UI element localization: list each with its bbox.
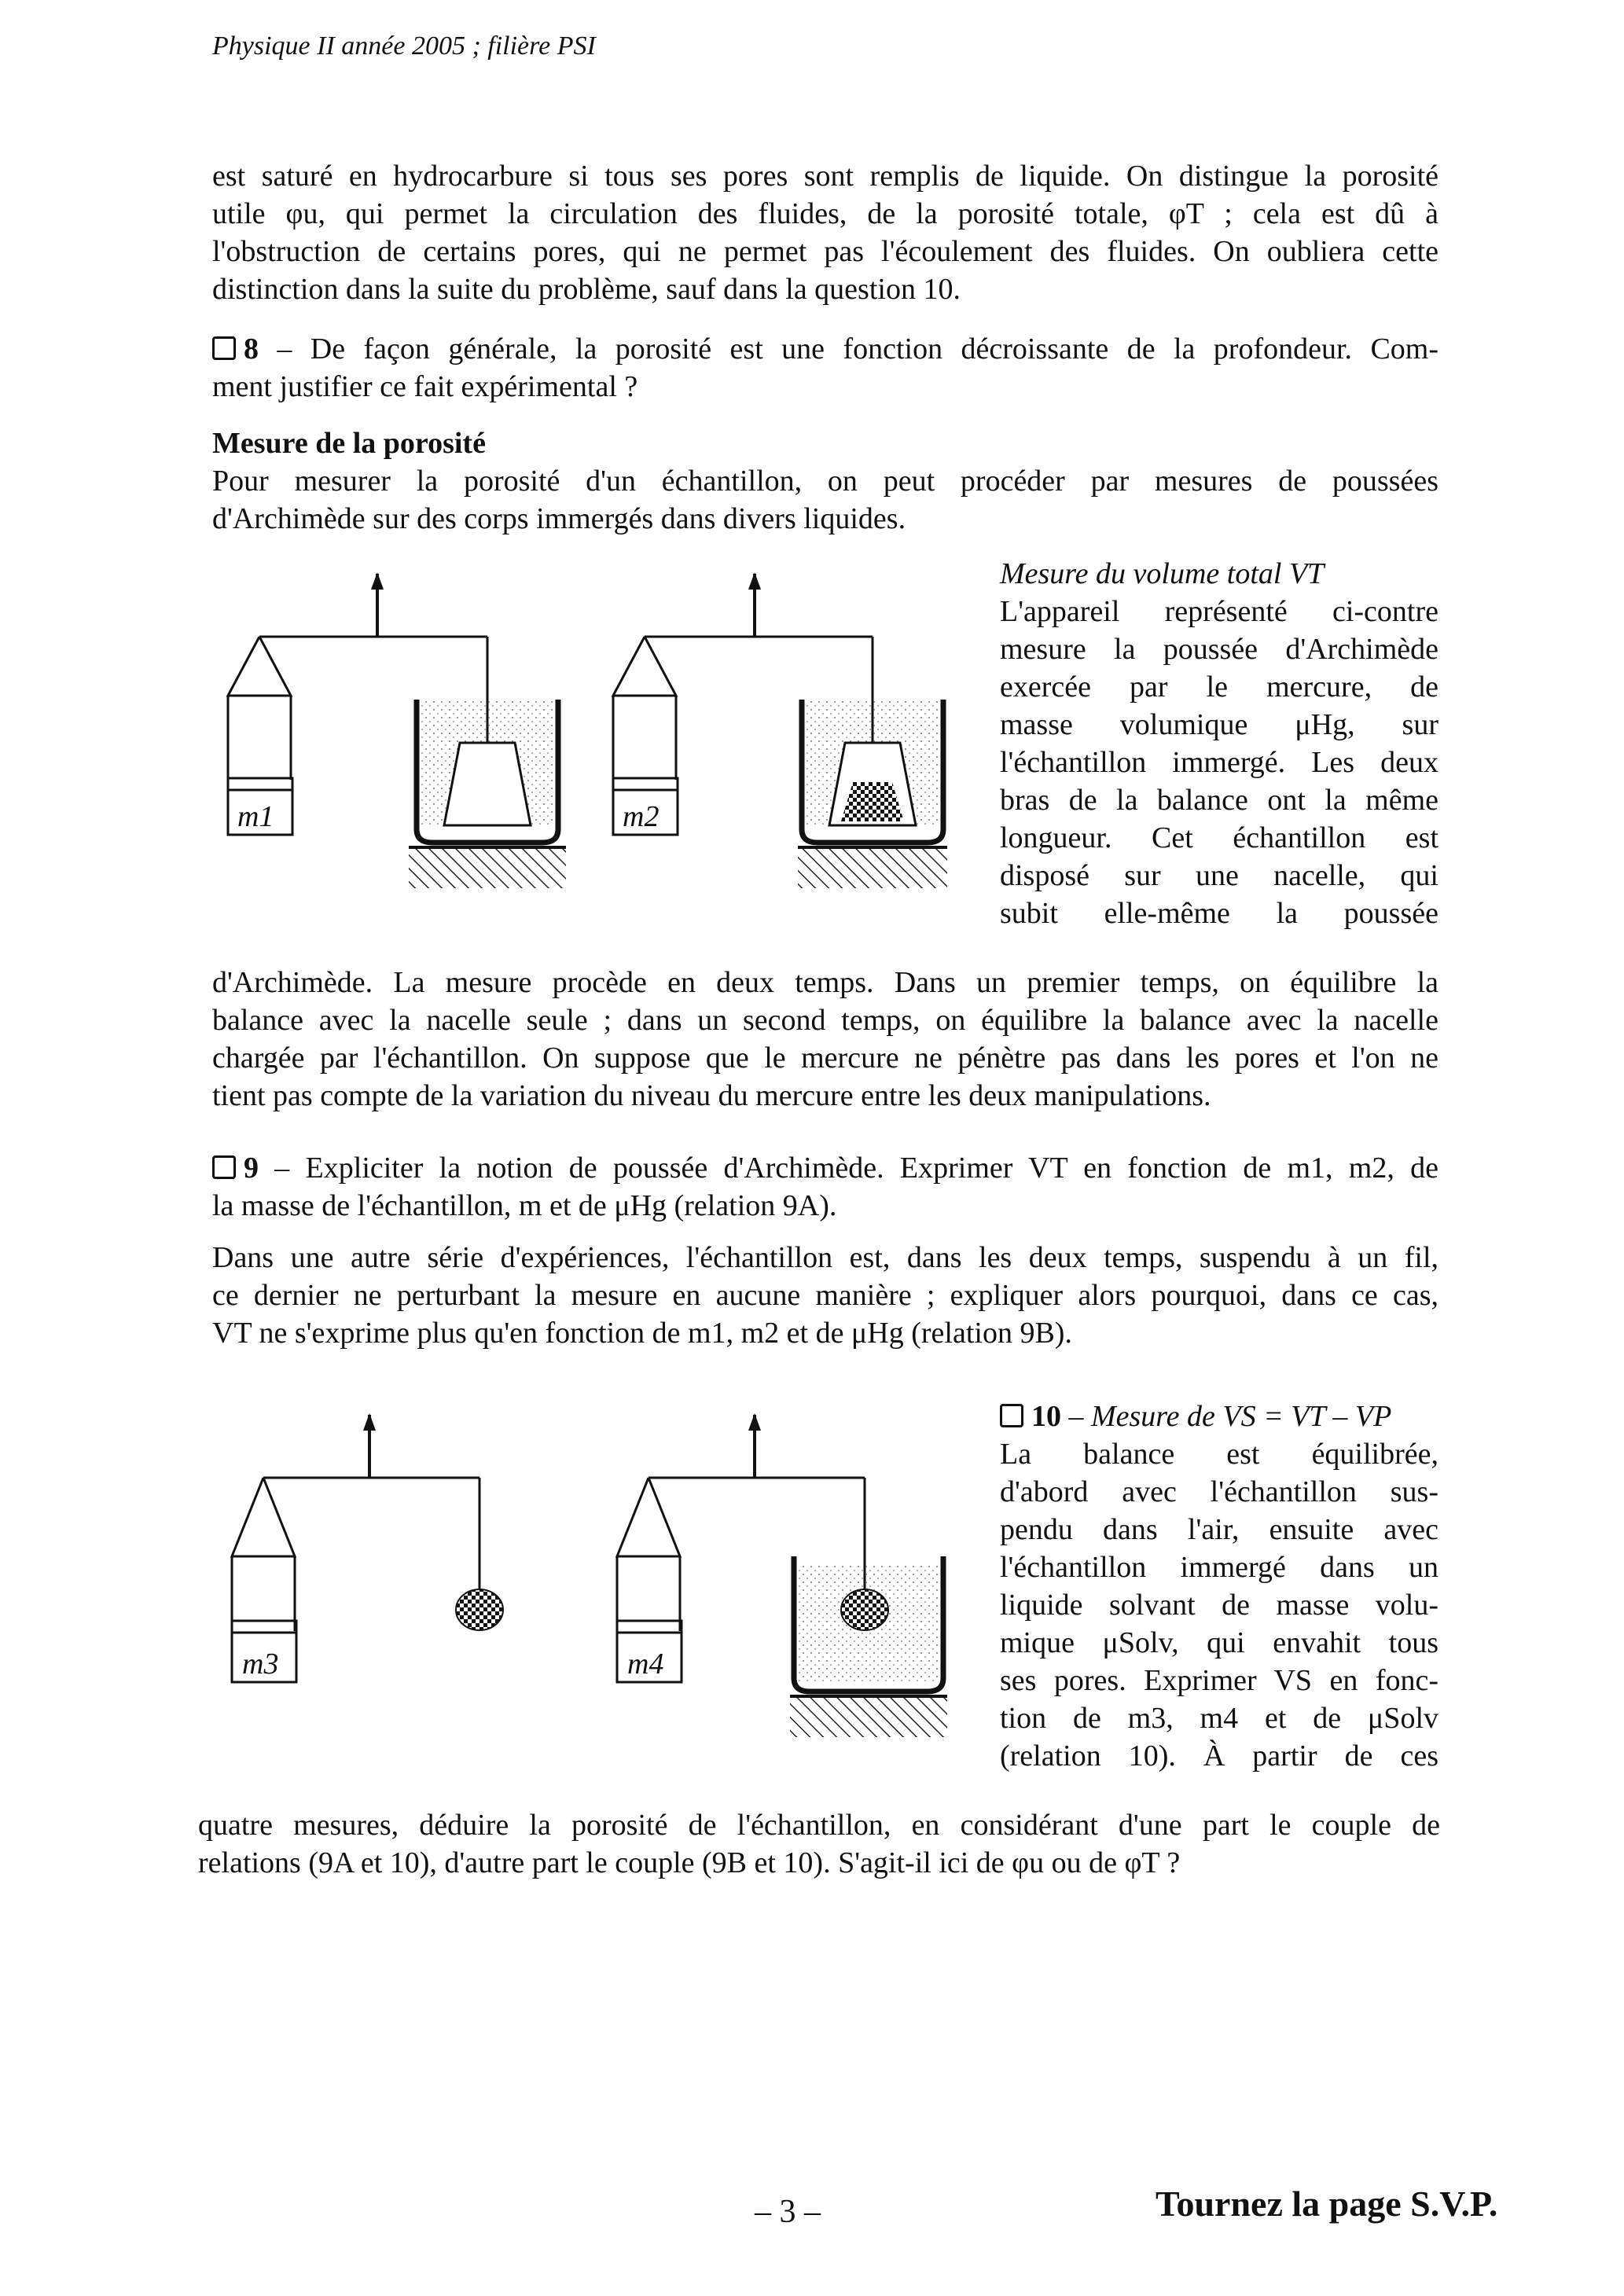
text-line: pendu dans l'air, ensuite avec [1000,1513,1438,1546]
question-title: – Mesure de VS = VT – VP [1068,1400,1392,1433]
text-line: l'échantillon immergé. Les deux [1000,746,1438,779]
text-line: tient pas compte de la variation du niveau du mercure entre les deux manipulations. [212,1079,1211,1112]
turn-page-note: Tournez la page S.V.P. [1156,2184,1498,2224]
question-number: 10 [1031,1400,1061,1433]
text-line: mique μSolv, qui envahit tous [1000,1626,1438,1659]
side-title: Mesure du volume total VT [1000,557,1325,590]
question-10 [1000,1398,1438,1775]
text-line: exercée par le mercure, de [1000,670,1438,703]
text-line: l'obstruction de certains pores, qui ne permet pas l'écoulement des fluides. On oubliera cette [212,235,1438,268]
section-title: Mesure de la porosité [212,427,486,460]
mass-label-m3: m3 [242,1648,279,1681]
text-line: mesure la poussée d'Archimède [1000,633,1438,666]
question-8 [212,330,1438,406]
text-line: ses pores. Exprimer VS en fonc- [1000,1664,1438,1697]
balance-d [617,1413,947,1737]
text-line: Pour mesurer la porosité d'un échantillon, on peut procéder par mesures de poussées [212,465,1438,498]
question-number: 9 [244,1152,259,1185]
section-porosity [212,424,1438,538]
balance-b [613,572,947,888]
balance-figure-2 [212,1407,959,1769]
checkbox-icon [1000,1404,1023,1427]
text-line: masse volumique μHg, sur [1000,708,1438,741]
mass-label-m1: m1 [237,800,274,833]
checkbox-icon [212,1155,236,1179]
text-line: L'appareil représenté ci-contre [1000,595,1438,628]
paragraph-procedure [212,964,1438,1115]
text-line: – De façon générale, la porosité est une fonction décroissante de la profondeur. Com- [277,332,1438,366]
mass-label-m4: m4 [627,1648,664,1681]
text-line: la masse de l'échantillon, m et de μHg (relation 9A). [212,1189,837,1222]
text-line: est saturé en hydrocarbure si tous ses pores sont remplis de liquide. On distingue la porosité [212,160,1438,193]
question-number: 8 [244,332,259,366]
balance-c [232,1413,503,1682]
text-line: Dans une autre série d'expériences, l'échantillon est, dans les deux temps, suspendu à un fil, [212,1241,1438,1274]
text-line: utile φu, qui permet la circulation des fluides, de la porosité totale, φT ; cela est dû à [212,197,1438,230]
text-line: ce dernier ne perturbant la mesure en aucune manière ; expliquer alors pourquoi, dans ce cas, [212,1279,1438,1312]
text-line: chargée par l'échantillon. On suppose que le mercure ne pénètre pas dans les pores et l'on ne [212,1041,1438,1075]
text-line: (relation 10). À partir de ces [1000,1739,1438,1773]
text-line: tion de m3, m4 et de μSolv [1000,1702,1438,1735]
paragraph-porosity-deduction [198,1806,1440,1882]
text-line: d'Archimède sur des corps immergés dans divers liquides. [212,502,906,535]
text-line: La balance est équilibrée, [1000,1438,1438,1471]
text-line: ment justifier ce fait expérimental ? [212,370,638,403]
page-header: Physique II année 2005 ; filière PSI [212,31,596,61]
text-line: quatre mesures, déduire la porosité de l'échantillon, en considérant d'une part le couple de [198,1809,1440,1842]
text-line: relations (9A et 10), d'autre part le couple (9B et 10). S'agit-il ici de φu ou de φT ? [198,1846,1181,1879]
mass-label-m2: m2 [623,800,660,833]
text-line: bras de la balance ont la même [1000,784,1438,817]
text-line: longueur. Cet échantillon est [1000,821,1438,854]
text-line: disposé sur une nacelle, qui [1000,859,1438,892]
text-line: liquide solvant de masse volu- [1000,1589,1438,1622]
balance-a [228,572,566,888]
text-line: distinction dans la suite du problème, sauf dans la question 10. [212,273,961,306]
text-line: balance avec la nacelle seule ; dans un second temps, on équilibre la balance avec la nacelle [212,1004,1438,1037]
paragraph-9b [212,1239,1438,1352]
text-line: d'Archimède. La mesure procède en deux temps. Dans un premier temps, on équilibre la [212,966,1438,999]
text-line: d'abord avec l'échantillon sus- [1000,1475,1438,1508]
text-line: l'échantillon immergé dans un [1000,1551,1438,1584]
side-text-total-volume [1000,555,1438,932]
text-line: subit elle-même la poussée [1000,897,1438,930]
text-line: – Expliciter la notion de poussée d'Archimède. Exprimer VT en fonction de m1, m2, de [274,1152,1438,1185]
balance-figure-1 [212,566,959,928]
checkbox-icon [212,336,236,360]
question-9 [212,1149,1438,1225]
text-line: VT ne s'exprime plus qu'en fonction de m1, m2 et de μHg (relation 9B). [212,1317,1072,1350]
intro-paragraph [212,157,1438,308]
page-number: – 3 – [755,2194,821,2230]
